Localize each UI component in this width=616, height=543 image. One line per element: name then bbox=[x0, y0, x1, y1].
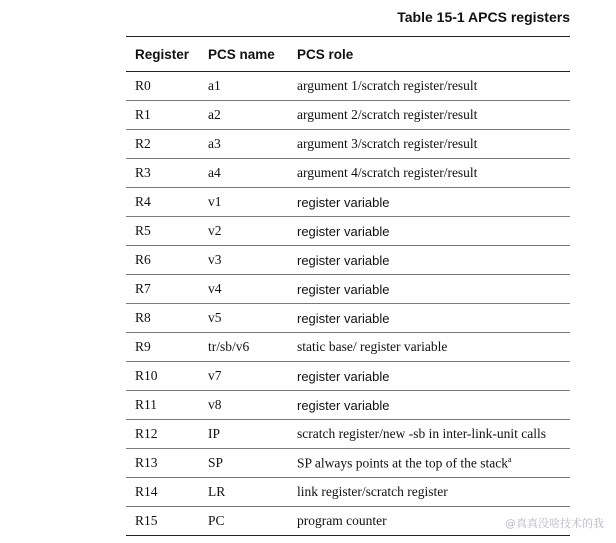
cell-register: R3 bbox=[135, 165, 151, 180]
cell-pcs-role bbox=[288, 72, 570, 101]
watermark: @真真没啥技术的我 bbox=[505, 517, 604, 530]
cell-pcs-name: v1 bbox=[208, 194, 222, 209]
table-row bbox=[126, 275, 570, 304]
cell-register: R12 bbox=[135, 426, 158, 441]
cell-pcs-role bbox=[288, 275, 570, 304]
cell-register: R13 bbox=[135, 455, 158, 470]
apcs-registers-table-container bbox=[126, 36, 570, 536]
table-row bbox=[126, 101, 570, 130]
cell-pcs-role bbox=[288, 246, 570, 275]
cell-pcs-role bbox=[288, 304, 570, 333]
cell-register: R6 bbox=[135, 252, 151, 267]
pcs-role-text: static base/ register variable bbox=[297, 339, 448, 354]
pcs-role-text: register variable bbox=[297, 194, 390, 210]
pcs-role-text: register variable bbox=[297, 252, 390, 268]
table-row bbox=[126, 420, 570, 449]
cell-pcs-role bbox=[288, 478, 570, 507]
cell-pcs-name: PC bbox=[208, 513, 225, 528]
pcs-role-text: argument 4/scratch register/result bbox=[297, 165, 478, 180]
cell-pcs-name: v3 bbox=[208, 252, 222, 267]
cell-pcs-name: a1 bbox=[208, 78, 221, 93]
table-header-row bbox=[126, 37, 570, 72]
pcs-role-text: register variable bbox=[297, 223, 390, 239]
cell-pcs-name: tr/sb/v6 bbox=[208, 339, 250, 354]
cell-pcs-name: v7 bbox=[208, 368, 222, 383]
table-row bbox=[126, 507, 570, 536]
cell-register: R14 bbox=[135, 484, 158, 499]
table-row bbox=[126, 217, 570, 246]
cell-pcs-role bbox=[288, 217, 570, 246]
table-row bbox=[126, 449, 570, 478]
cell-register: R7 bbox=[135, 281, 151, 296]
cell-pcs-role bbox=[288, 333, 570, 362]
cell-register: R10 bbox=[135, 368, 158, 383]
pcs-role-text: register variable bbox=[297, 310, 390, 326]
table-row bbox=[126, 188, 570, 217]
table-row bbox=[126, 362, 570, 391]
table-row bbox=[126, 333, 570, 362]
cell-pcs-role bbox=[288, 130, 570, 159]
cell-pcs-name: LR bbox=[208, 484, 226, 499]
header-pcs-name: PCS name bbox=[208, 46, 275, 62]
cell-pcs-role bbox=[288, 159, 570, 188]
table-row bbox=[126, 130, 570, 159]
cell-register: R0 bbox=[135, 78, 151, 93]
pcs-role-text: register variable bbox=[297, 281, 390, 297]
table-row bbox=[126, 246, 570, 275]
cell-pcs-role bbox=[288, 362, 570, 391]
cell-register: R11 bbox=[135, 397, 158, 412]
cell-pcs-name: SP bbox=[208, 455, 224, 470]
pcs-role-text: argument 1/scratch register/result bbox=[297, 78, 478, 93]
cell-register: R4 bbox=[135, 194, 151, 209]
cell-register: R5 bbox=[135, 223, 151, 238]
footnote-mark: a bbox=[507, 454, 512, 464]
apcs-registers-table bbox=[126, 36, 570, 536]
table-row bbox=[126, 391, 570, 420]
table-row bbox=[126, 72, 570, 101]
pcs-role-text: argument 2/scratch register/result bbox=[297, 107, 478, 122]
cell-pcs-name: a3 bbox=[208, 136, 221, 151]
cell-pcs-name: v2 bbox=[208, 223, 222, 238]
cell-register: R2 bbox=[135, 136, 151, 151]
cell-pcs-role bbox=[288, 101, 570, 130]
cell-pcs-name: v8 bbox=[208, 397, 222, 412]
pcs-role-text: scratch register/new -sb in inter-link-unit calls bbox=[297, 426, 547, 441]
header-register: Register bbox=[135, 46, 190, 62]
table-row bbox=[126, 159, 570, 188]
cell-pcs-name: a2 bbox=[208, 107, 221, 122]
cell-register: R1 bbox=[135, 107, 151, 122]
cell-pcs-role bbox=[288, 391, 570, 420]
cell-pcs-name: v5 bbox=[208, 310, 222, 325]
cell-register: R8 bbox=[135, 310, 151, 325]
cell-pcs-name: a4 bbox=[208, 165, 221, 180]
cell-pcs-role bbox=[288, 420, 570, 449]
pcs-role-text: program counter bbox=[297, 513, 387, 528]
cell-pcs-name: v4 bbox=[208, 281, 222, 296]
cell-pcs-role bbox=[288, 449, 570, 478]
pcs-role-text: link register/scratch register bbox=[297, 484, 448, 499]
header-pcs-role: PCS role bbox=[297, 46, 354, 62]
cell-pcs-name: IP bbox=[208, 426, 221, 441]
table-row bbox=[126, 478, 570, 507]
pcs-role-text: argument 3/scratch register/result bbox=[297, 136, 478, 151]
pcs-role-text: SP always points at the top of the stack bbox=[297, 455, 508, 471]
pcs-role-text: register variable bbox=[297, 368, 390, 384]
cell-register: R15 bbox=[135, 513, 158, 528]
table-caption: Table 15-1 APCS registers bbox=[397, 9, 570, 25]
cell-register: R9 bbox=[135, 339, 151, 354]
table-row bbox=[126, 304, 570, 333]
cell-pcs-role bbox=[288, 188, 570, 217]
pcs-role-text: register variable bbox=[297, 397, 390, 413]
